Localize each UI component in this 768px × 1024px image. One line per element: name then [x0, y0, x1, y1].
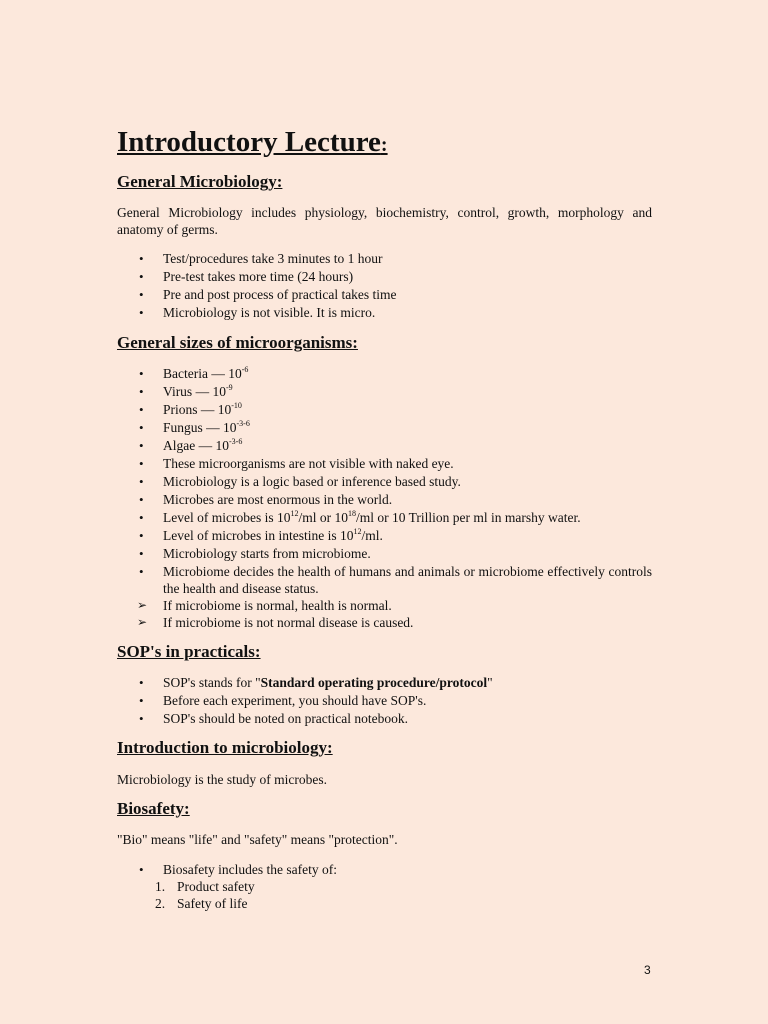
general-microbiology-list — [117, 250, 652, 322]
sop-list — [117, 674, 652, 728]
list-item: • Before each experiment, you should have SOP's. — [139, 693, 427, 708]
list-item: ➢ If microbiome is not normal disease is caused. — [137, 615, 414, 630]
list-item: • Test/procedures take 3 minutes to 1 hour — [139, 251, 383, 266]
list-item: • Microbiome decides the health of humans and animals or microbiome effectively controls the health and disease status. — [139, 564, 652, 596]
list-item: • Fungus — $10^{-3-6}$ — [139, 419, 250, 435]
biosafety-numbered-list — [155, 878, 255, 912]
biosafety-list — [117, 861, 652, 879]
list-item: • Microbes are most enormous in the world. — [139, 492, 393, 507]
list-item: • Prions — $10^{-10}$ — [139, 401, 242, 417]
introduction-paragraph: Microbiology is the study of microbes. — [117, 772, 327, 787]
list-item: • Algae — $10^{-3-6}$ — [139, 437, 243, 453]
list-item: • SOP's should be noted on practical notebook. — [139, 711, 409, 726]
arrow-icon: ➢ — [137, 615, 148, 629]
list-item: • SOP's stands for "Standard operating procedure/protocol" — [139, 675, 493, 690]
heading-general-microbiology: General Microbiology: — [117, 172, 283, 191]
list-item: • Microbiology starts from microbiome. — [139, 546, 371, 561]
list-item: 1. Product safety — [155, 879, 255, 894]
list-item: • Pre-test takes more time (24 hours) — [139, 269, 354, 284]
page-number: 3 — [644, 963, 651, 977]
heading-general-sizes: General sizes of microorganisms: — [117, 333, 358, 352]
general-microbiology-paragraph: General Microbiology includes physiology, biochemistry, control, growth, morphology and anatomy of germs. — [117, 205, 652, 237]
list-item: • Microbiology is not visible. It is micro. — [139, 305, 376, 320]
list-item: ➢ If microbiome is normal, health is normal. — [137, 598, 392, 613]
sizes-list — [117, 365, 652, 631]
heading-biosafety: Biosafety: — [117, 799, 190, 818]
page-title: Introductory Lecture: — [117, 126, 388, 158]
list-item: • Bacteria — $10^{-6}$ — [139, 365, 249, 381]
list-item: • Pre and post process of practical takes time — [139, 287, 397, 302]
heading-sop: SOP's in practicals: — [117, 642, 261, 661]
list-item: • Virus — $10^{-9}$ — [139, 383, 233, 399]
list-item: • These microorganisms are not visible with naked eye. — [139, 456, 454, 471]
biosafety-paragraph: "Bio" means "life" and "safety" means "protection". — [117, 832, 398, 847]
list-item: 2. Safety of life — [155, 896, 248, 911]
list-item: • Biosafety includes the safety of: — [139, 862, 337, 877]
list-item: • Level of microbes in intestine is $10^{12}/ml$. — [139, 527, 383, 543]
heading-introduction: Introduction to microbiology: — [117, 738, 333, 757]
arrow-icon: ➢ — [137, 598, 148, 612]
list-item: • Microbiology is a logic based or inference based study. — [139, 474, 461, 489]
list-item: • Level of microbes is $10^{12}/ml$ or $10^{18}/ml$ or 10 Trillion per ml in marshy water. — [139, 509, 581, 525]
